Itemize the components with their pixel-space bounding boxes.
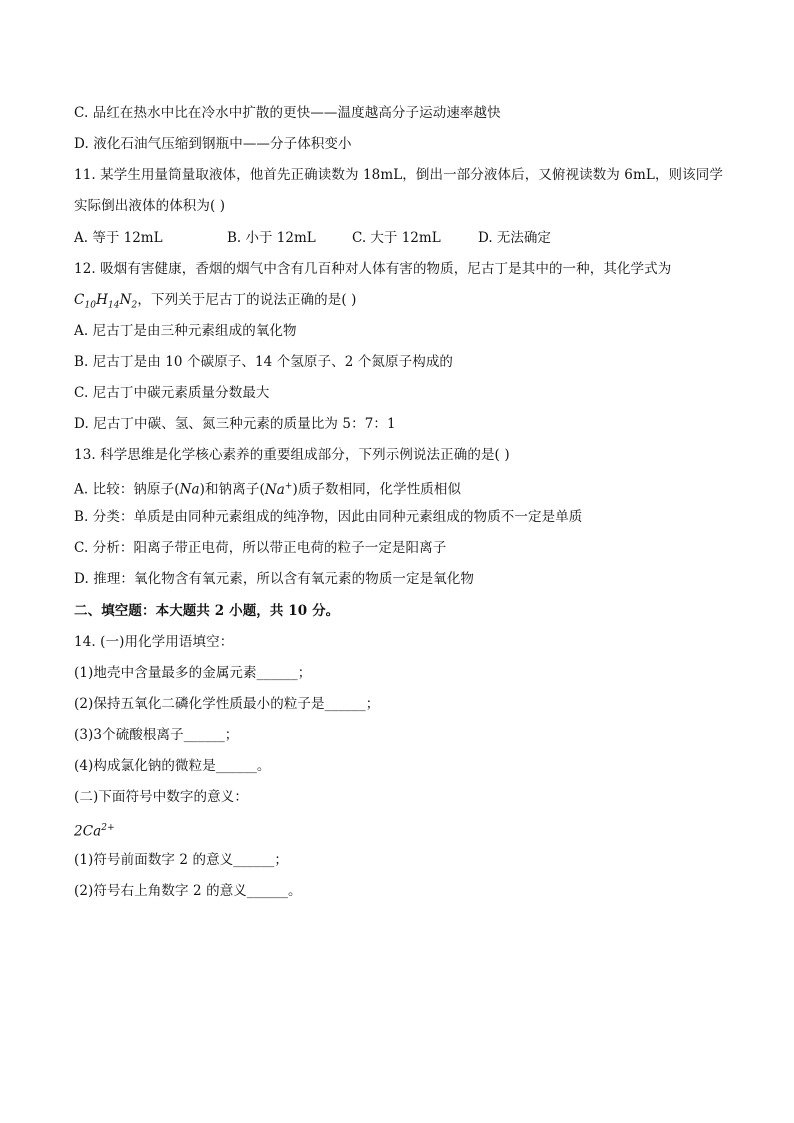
q11-stem-line2: 实际倒出液体的体积为( ): [74, 198, 226, 214]
q12-option-c: C. 尼古丁中碳元素质量分数最大: [74, 385, 270, 401]
q14-part-2-item-2: (2)符号右上角数字 2 的意义______。: [74, 883, 302, 899]
q11-option-d: D. 无法确定: [478, 230, 551, 246]
q10-option-d: D. 液化石油气压缩到钢瓶中——分子体积变小: [74, 136, 352, 152]
q14-part-2-stem: (二)下面符号中数字的意义：: [74, 789, 248, 805]
sodium-ion-symbol: Na+: [264, 481, 293, 498]
q13-option-b: B. 分类：单质是由同种元素组成的纯净物，因此由同种元素组成的物质不一定是单质: [74, 509, 583, 525]
q13-option-c: C. 分析：阳离子带正电荷，所以带正电荷的粒子一定是阳离子: [74, 540, 447, 556]
q11-stem-line1: 11. 某学生用量筒量取液体，他首先正确读数为 18mL，倒出一部分液体后，又俯视读数为 6mL，则该同学: [74, 167, 723, 183]
q13-option-a: A. 比较：钠原子(Na)和钠离子(Na+)质子数相同，化学性质相似: [74, 481, 462, 498]
q12-stem-line2: $C_{10}H_{14}N_2$，下列关于尼古丁的说法正确的是( ): [74, 292, 357, 311]
q12-option-a: A. 尼古丁是由三种元素组成的氧化物: [74, 323, 297, 339]
section-2-heading: 二、填空题：本大题共 2 小题，共 10 分。: [74, 603, 340, 619]
calcium-ion-symbol: $2Ca^{2+}$: [74, 823, 115, 840]
q12-option-b: B. 尼古丁是由 10 个碳原子、14 个氢原子、2 个氮原子构成的: [74, 354, 454, 370]
q14-part-2-item-1: (1)符号前面数字 2 的意义______；: [74, 852, 288, 868]
q11-option-c: C. 大于 12mL: [352, 230, 441, 246]
q14-stem: 14. (一)用化学用语填空：: [74, 634, 234, 650]
q12-option-d: D. 尼古丁中碳、氢、氮三种元素的质量比为 5：7：1: [74, 416, 396, 432]
q11-option-a: A. 等于 12mL: [74, 230, 163, 246]
nicotine-formula: $C_{10}H_{14}N_2$: [74, 292, 138, 311]
q14-item-3: (3)3个硫酸根离子______；: [74, 727, 239, 743]
q11-option-b: B. 小于 12mL: [227, 230, 316, 246]
sodium-atom-symbol: Na: [179, 481, 200, 498]
q14-item-2: (2)保持五氧化二磷化学性质最小的粒子是______；: [74, 696, 380, 712]
q10-option-c: C. 品红在热水中比在冷水中扩散的更快——温度越高分子运动速率越快: [74, 105, 501, 121]
q13-stem: 13. 科学思维是化学核心素养的重要组成部分，下列示例说法正确的是( ): [74, 447, 510, 463]
q14-item-4: (4)构成氯化钠的微粒是______。: [74, 758, 271, 774]
q13-option-d: D. 推理：氧化物含有氧元素，所以含有氧元素的物质一定是氧化物: [74, 571, 475, 587]
q12-stem-line1: 12. 吸烟有害健康，香烟的烟气中含有几百种对人体有害的物质，尼古丁是其中的一种，其化学式为: [74, 261, 672, 277]
q14-item-1: (1)地壳中含量最多的金属元素______；: [74, 665, 312, 681]
